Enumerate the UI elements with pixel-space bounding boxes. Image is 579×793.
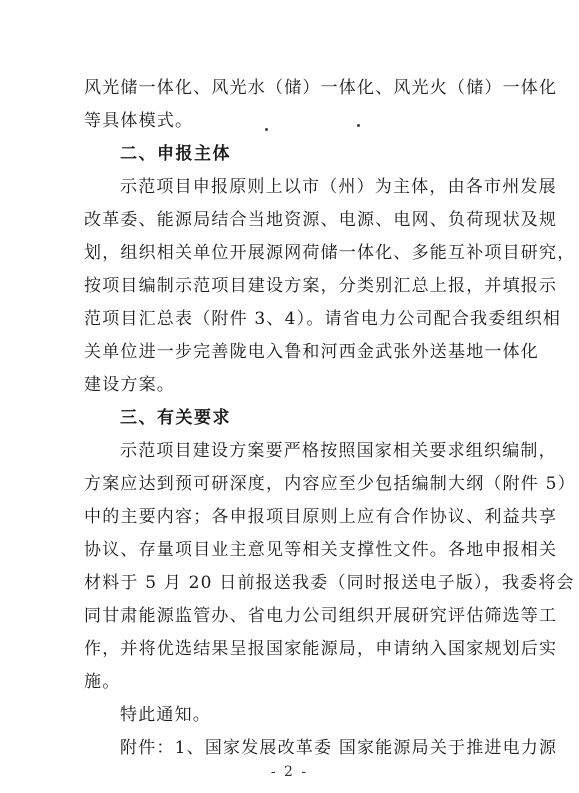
page-number: - 2 - (270, 764, 309, 780)
section-heading: 二、申报主体 (120, 144, 231, 164)
text-line: 关单位进一步完善陇电入鲁和河西金武张外送基地一体化 (84, 342, 539, 362)
text-line: 划，组织相关单位开展源网荷储一体化、多能互补项目研究， (84, 243, 576, 263)
scan-speck (265, 128, 268, 131)
section-heading: 三、有关要求 (120, 408, 231, 428)
text-line: 施。 (84, 672, 121, 692)
text-line: 中的主要内容；各申报项目原则上应有合作协议、利益共享 (84, 507, 558, 527)
text-line: 示范项目申报原则上以市（州）为主体，由各市州发展 (120, 177, 557, 197)
text-line: 同甘肃能源监管办、省电力公司组织开展研究评估筛选等工 (84, 606, 558, 626)
text-line: 方案应达到预可研深度，内容应至少包括编制大纲（附件 5） (84, 474, 576, 494)
text-line: 等具体模式。 (84, 111, 194, 131)
text-line: 改革委、能源局结合当地资源、电源、电网、负荷现状及规 (84, 210, 558, 230)
text-line: 按项目编制示范项目建设方案，分类别汇总上报，并填报示 (84, 276, 558, 296)
text-line: 材料于 5 月 20 日前报送我委（同时报送电子版），我委将会 (84, 573, 575, 593)
text-line: 示范项目建设方案要严格按照国家相关要求组织编制， (120, 441, 557, 461)
text-line: 建设方案。 (84, 375, 175, 395)
text-line: 范项目汇总表（附件 3、4）。请省电力公司配合我委组织相 (84, 309, 562, 329)
text-line: 协议、存量项目业主意见等相关支撑性文件。各地申报相关 (84, 540, 558, 560)
closing-notice: 特此通知。 (120, 705, 211, 725)
attachment-line: 附件：1、国家发展改革委 国家能源局关于推进电力源 (120, 738, 558, 758)
text-line: 作，并将优选结果呈报国家能源局，申请纳入国家规划后实 (84, 639, 558, 659)
scan-speck (357, 124, 360, 127)
text-line: 风光储一体化、风光水（储）一体化、风光火（储）一体化 (84, 78, 558, 98)
